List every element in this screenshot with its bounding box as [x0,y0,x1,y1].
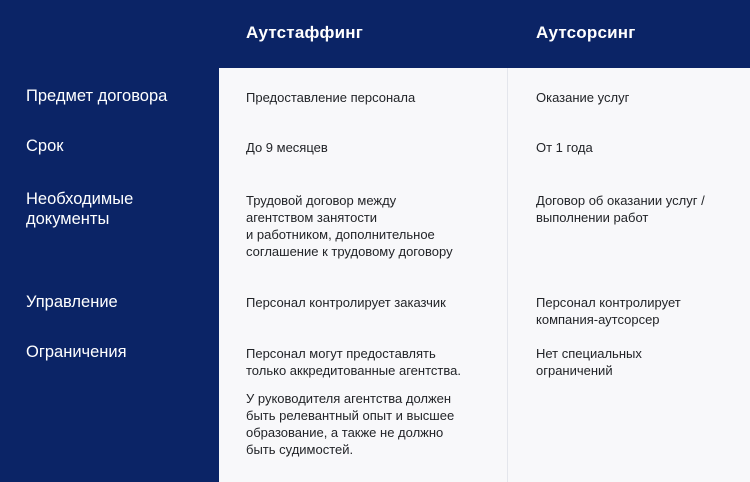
cell-outsourcing-restrictions: Нет специальных ограничений [536,346,642,378]
cell-outsourcing-documents: Договор об оказании услуг / выполнении работ [536,193,705,225]
column-header-outsourcing: Аутсорсинг [536,23,636,42]
cell-outsourcing-subject: Оказание услуг [536,90,630,105]
cell-outstaffing-documents: Трудовой договор между агентством занятости и работником, дополнительное соглашение к трудовому договору [246,193,453,259]
row-label-restrictions: Ограничения [26,343,127,361]
column-divider [507,68,508,482]
row-label-subject: Предмет договора [26,87,168,105]
cell-outsourcing-management: Персонал контролирует компания-аутсорсер [536,295,681,327]
cell-outstaffing-restrictions-p2: У руководителя агентства должен быть релевантный опыт и высшее образование, а также не должно быть судимостей. [246,391,455,457]
row-label-management: Управление [26,293,118,311]
cell-outstaffing-term: До 9 месяцев [246,140,328,155]
cell-outstaffing-subject: Предоставление персонала [246,90,416,105]
cell-outsourcing-term: От 1 года [536,140,593,155]
column-header-outstaffing: Аутстаффинг [246,23,364,42]
row-label-term: Срок [26,137,64,155]
row-label-documents: Необходимые документы [26,190,134,228]
cell-outstaffing-management: Персонал контролирует заказчик [246,295,446,310]
cell-outstaffing-restrictions-p1: Персонал могут предоставлять только аккредитованные агентства. [246,346,461,378]
